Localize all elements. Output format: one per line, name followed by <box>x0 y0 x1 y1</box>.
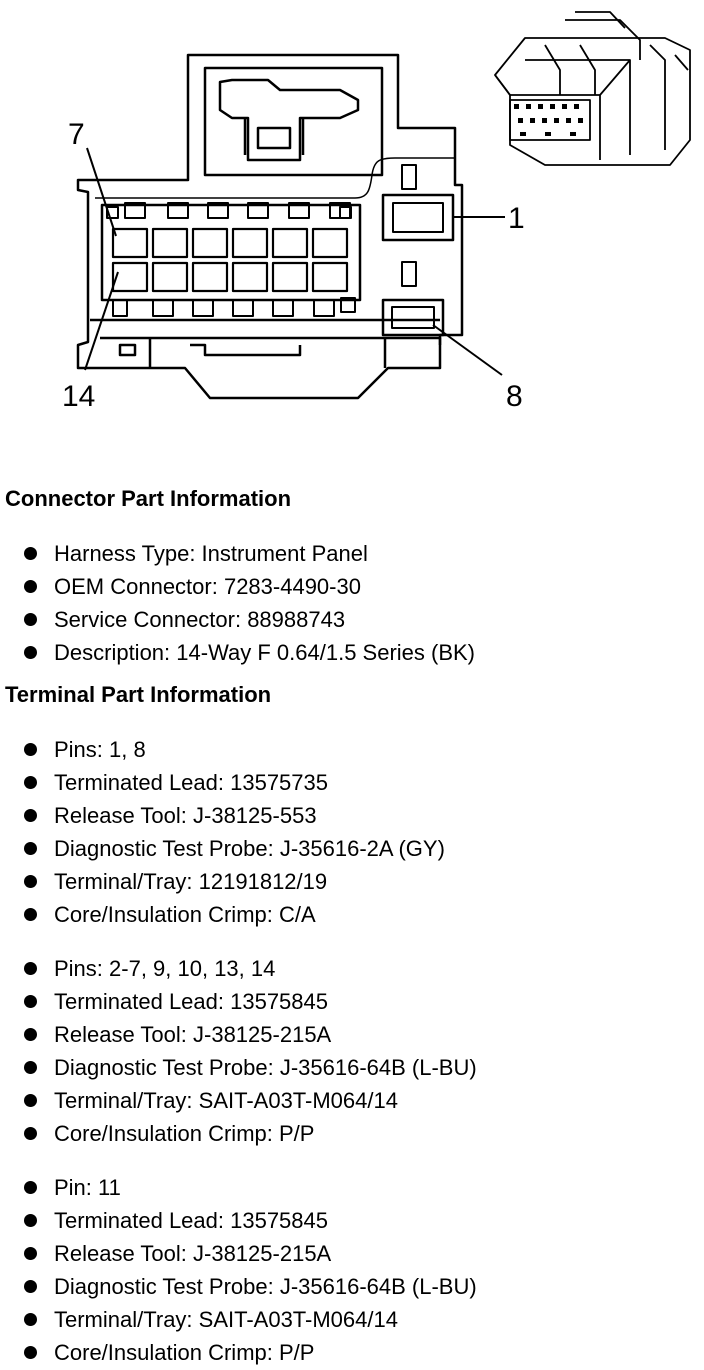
list-item: Core/Insulation Crimp: P/P <box>0 1117 477 1150</box>
list-item: Terminated Lead: 13575845 <box>0 985 477 1018</box>
list-item: OEM Connector: 7283-4490-30 <box>0 570 475 603</box>
large-cavities <box>383 165 453 335</box>
terminal-group-3 <box>0 1171 477 1369</box>
cavity-row-upper <box>113 229 347 257</box>
connector-info-title: Connector Part Information <box>5 486 292 511</box>
list-item: Pins: 2-7, 9, 10, 13, 14 <box>0 952 477 985</box>
list-item: Description: 14-Way F 0.64/1.5 Series (BK) <box>0 636 475 669</box>
pin-label-7: 7 <box>68 118 85 151</box>
connector-lower-frame <box>90 320 440 368</box>
list-item: Pins: 1, 8 <box>0 733 445 766</box>
pin-label-8: 8 <box>506 380 523 413</box>
pin-label-14: 14 <box>62 380 96 413</box>
mini-terminals <box>514 104 583 136</box>
list-item: Diagnostic Test Probe: J-35616-64B (L-BU) <box>0 1051 477 1084</box>
list-item: Terminal/Tray: SAIT-A03T-M064/14 <box>0 1084 477 1117</box>
list-item: Harness Type: Instrument Panel <box>0 537 475 570</box>
list-item: Release Tool: J-38125-215A <box>0 1018 477 1051</box>
list-item: Pin: 11 <box>0 1171 477 1204</box>
connector-info-list <box>0 537 475 669</box>
list-item: Service Connector: 88988743 <box>0 603 475 636</box>
cavity-area <box>102 205 360 300</box>
pin-leader-lines <box>85 148 505 375</box>
connector-latch <box>205 68 382 175</box>
list-item: Diagnostic Test Probe: J-35616-64B (L-BU) <box>0 1270 477 1303</box>
cavity-row-lower <box>113 263 347 291</box>
list-item: Terminal/Tray: SAIT-A03T-M064/14 <box>0 1303 477 1336</box>
list-item: Core/Insulation Crimp: P/P <box>0 1336 477 1369</box>
list-item: Terminated Lead: 13575845 <box>0 1204 477 1237</box>
terminal-group-1 <box>0 733 445 931</box>
list-item: Diagnostic Test Probe: J-35616-2A (GY) <box>0 832 445 865</box>
list-item: Release Tool: J-38125-215A <box>0 1237 477 1270</box>
connector-diagram <box>0 0 704 420</box>
list-item: Release Tool: J-38125-553 <box>0 799 445 832</box>
pin-label-1: 1 <box>508 202 525 235</box>
list-item: Core/Insulation Crimp: C/A <box>0 898 445 931</box>
cavity-grid <box>113 229 347 291</box>
list-item: Terminated Lead: 13575735 <box>0 766 445 799</box>
list-item: Terminal/Tray: 12191812/19 <box>0 865 445 898</box>
connector-3d-illustration <box>495 12 690 165</box>
terminal-group-2 <box>0 952 477 1150</box>
terminal-info-title: Terminal Part Information <box>5 682 272 707</box>
